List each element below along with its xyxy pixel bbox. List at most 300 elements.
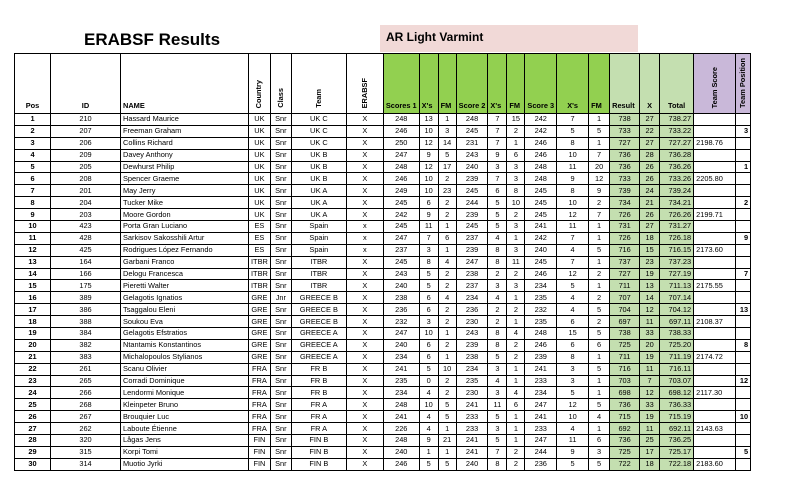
cell-erabsf: X (346, 149, 383, 161)
cell-team-position (736, 435, 751, 447)
cell-total: 734.21 (660, 197, 694, 209)
cell-score1: 240 (383, 280, 419, 292)
table-row (15, 256, 751, 268)
cell-score1: 247 (383, 232, 419, 244)
cell-score1: 236 (383, 304, 419, 316)
cell-fm3: 2 (589, 268, 610, 280)
cell-id: 209 (51, 149, 121, 161)
cell-x: 18 (640, 232, 660, 244)
cell-team-position: 10 (736, 411, 751, 423)
cell-erabsf: X (346, 304, 383, 316)
cell-erabsf: X (346, 185, 383, 197)
cell-country: ES (249, 244, 271, 256)
cell-fm3: 5 (589, 304, 610, 316)
cell-pos: 8 (15, 197, 51, 209)
cell-score2: 236 (456, 304, 488, 316)
cell-erabsf: X (346, 161, 383, 173)
cell-xs3: 5 (557, 125, 589, 137)
cell-pos: 1 (15, 114, 51, 126)
cell-erabsf: X (346, 435, 383, 447)
cell-class: Snr (270, 387, 291, 399)
cell-fm3: 1 (589, 280, 610, 292)
cell-team-score (694, 446, 736, 458)
cell-fm2: 1 (507, 137, 525, 149)
cell-total: 733.26 (660, 173, 694, 185)
cell-fm2: 2 (507, 446, 525, 458)
cell-name: Hassard Maurice (121, 114, 249, 126)
cell-team-score (694, 256, 736, 268)
cell-country: ES (249, 221, 271, 233)
cell-score3: 245 (525, 209, 557, 221)
cell-result: 716 (610, 244, 640, 256)
cell-team: UK B (291, 161, 346, 173)
cell-score2: 233 (456, 411, 488, 423)
cell-name: Gelagotis Efstratios (121, 328, 249, 340)
cell-team-position: 13 (736, 304, 751, 316)
cell-total: 736.33 (660, 399, 694, 411)
cell-fm3: 5 (589, 399, 610, 411)
cell-score3: 239 (525, 351, 557, 363)
cell-country: GRE (249, 316, 271, 328)
table-row (15, 209, 751, 221)
cell-erabsf: X (346, 125, 383, 137)
cell-xs1: 12 (419, 137, 438, 149)
cell-score2: 230 (456, 387, 488, 399)
cell-xs3: 11 (557, 221, 589, 233)
cell-xs2: 7 (488, 173, 507, 185)
cell-fm2: 11 (507, 256, 525, 268)
cell-class: Snr (270, 268, 291, 280)
cell-fm1: 4 (438, 256, 456, 268)
col-team: Team (291, 54, 346, 114)
cell-fm2: 1 (507, 363, 525, 375)
cell-team: GREECE B (291, 292, 346, 304)
cell-score1: 246 (383, 173, 419, 185)
cell-team: UK C (291, 125, 346, 137)
cell-xs1: 6 (419, 292, 438, 304)
cell-xs3: 7 (557, 256, 589, 268)
cell-fm1: 5 (438, 458, 456, 470)
cell-country: GRE (249, 304, 271, 316)
cell-pos: 21 (15, 351, 51, 363)
cell-fm2: 1 (507, 316, 525, 328)
cell-score1: 234 (383, 387, 419, 399)
cell-id: 428 (51, 232, 121, 244)
col-team-score: Team Score (694, 54, 736, 114)
cell-x: 24 (640, 185, 660, 197)
cell-name: Rodrigues López Fernando (121, 244, 249, 256)
cell-xs3: 10 (557, 197, 589, 209)
cell-xs1: 10 (419, 399, 438, 411)
col-xs1: X's (419, 54, 438, 114)
cell-fm3: 1 (589, 387, 610, 399)
cell-id: 205 (51, 161, 121, 173)
cell-team-position (736, 137, 751, 149)
cell-id: 166 (51, 268, 121, 280)
cell-country: FRA (249, 387, 271, 399)
cell-xs3: 8 (557, 137, 589, 149)
cell-class: Snr (270, 125, 291, 137)
cell-team-position: 1 (736, 161, 751, 173)
table-row (15, 339, 751, 351)
cell-xs1: 6 (419, 351, 438, 363)
cell-result: 736 (610, 161, 640, 173)
table-row (15, 399, 751, 411)
cell-team-score: 2183.60 (694, 458, 736, 470)
cell-result: 738 (610, 328, 640, 340)
cell-erabsf: X (346, 375, 383, 387)
cell-result: 715 (610, 411, 640, 423)
table-row (15, 423, 751, 435)
cell-class: Snr (270, 458, 291, 470)
cell-pos: 16 (15, 292, 51, 304)
cell-x: 12 (640, 387, 660, 399)
cell-fm2: 1 (507, 411, 525, 423)
cell-id: 388 (51, 316, 121, 328)
cell-xs2: 4 (488, 232, 507, 244)
cell-score3: 234 (525, 387, 557, 399)
cell-class: Snr (270, 328, 291, 340)
cell-class: Jnr (270, 292, 291, 304)
cell-team: FR A (291, 411, 346, 423)
cell-total: 698.12 (660, 387, 694, 399)
cell-fm3: 1 (589, 375, 610, 387)
cell-pos: 25 (15, 399, 51, 411)
cell-score1: 248 (383, 114, 419, 126)
report-title: ERABSF Results (84, 30, 221, 49)
cell-erabsf: X (346, 209, 383, 221)
cell-score3: 234 (525, 280, 557, 292)
cell-xs3: 9 (557, 446, 589, 458)
cell-class: Snr (270, 446, 291, 458)
cell-fm3: 5 (589, 328, 610, 340)
cell-result: 697 (610, 316, 640, 328)
cell-team-position (736, 209, 751, 221)
cell-xs3: 12 (557, 268, 589, 280)
cell-class: Snr (270, 114, 291, 126)
cell-score1: 247 (383, 328, 419, 340)
cell-xs2: 2 (488, 316, 507, 328)
cell-team-score: 2117.30 (694, 387, 736, 399)
cell-fm2: 1 (507, 435, 525, 447)
cell-country: GRE (249, 339, 271, 351)
cell-team-score: 2143.63 (694, 423, 736, 435)
cell-xs1: 5 (419, 458, 438, 470)
cell-x: 12 (640, 304, 660, 316)
cell-result: 711 (610, 351, 640, 363)
cell-score2: 238 (456, 268, 488, 280)
cell-team: FR A (291, 423, 346, 435)
cell-score1: 245 (383, 256, 419, 268)
col-score3: Score 3 (525, 54, 557, 114)
cell-score1: 226 (383, 423, 419, 435)
cell-name: Laboute Étienne (121, 423, 249, 435)
cell-score2: 239 (456, 244, 488, 256)
cell-class: Snr (270, 304, 291, 316)
cell-xs2: 5 (488, 221, 507, 233)
cell-fm1: 2 (438, 387, 456, 399)
cell-fm3: 5 (589, 244, 610, 256)
cell-id: 425 (51, 244, 121, 256)
cell-team: UK B (291, 173, 346, 185)
cell-id: 314 (51, 458, 121, 470)
cell-result: 711 (610, 280, 640, 292)
cell-xs1: 9 (419, 209, 438, 221)
cell-x: 22 (640, 125, 660, 137)
cell-fm1: 1 (438, 351, 456, 363)
cell-fm3: 4 (589, 411, 610, 423)
col-country: Country (249, 54, 271, 114)
cell-xs2: 8 (488, 328, 507, 340)
cell-team-score (694, 435, 736, 447)
cell-score2: 237 (456, 280, 488, 292)
cell-name: Kleinpeter Bruno (121, 399, 249, 411)
cell-xs1: 0 (419, 375, 438, 387)
cell-xs3: 10 (557, 411, 589, 423)
cell-total: 731.27 (660, 221, 694, 233)
cell-xs2: 11 (488, 399, 507, 411)
cell-team-position (736, 173, 751, 185)
cell-xs1: 8 (419, 256, 438, 268)
cell-erabsf: X (346, 387, 383, 399)
cell-name: Pieretti Walter (121, 280, 249, 292)
cell-team: GREECE B (291, 316, 346, 328)
cell-team-position (736, 221, 751, 233)
cell-name: Davey Anthony (121, 149, 249, 161)
cell-team: FR B (291, 387, 346, 399)
cell-erabsf: X (346, 114, 383, 126)
cell-country: ITBR (249, 280, 271, 292)
table-row (15, 446, 751, 458)
cell-score3: 241 (525, 363, 557, 375)
cell-score2: 241 (456, 435, 488, 447)
cell-xs2: 8 (488, 244, 507, 256)
cell-name: Sarkisov Sakosshili Artur (121, 232, 249, 244)
cell-total: 704.12 (660, 304, 694, 316)
cell-team-position (736, 363, 751, 375)
cell-id: 386 (51, 304, 121, 316)
cell-total: 725.17 (660, 446, 694, 458)
cell-team-score (694, 268, 736, 280)
col-erabsf: ERABSF (346, 54, 383, 114)
table-row (15, 173, 751, 185)
cell-xs3: 8 (557, 185, 589, 197)
cell-team: UK B (291, 149, 346, 161)
cell-name: Gelagotis Ignatios (121, 292, 249, 304)
cell-name: Lendormi Monique (121, 387, 249, 399)
cell-score3: 247 (525, 399, 557, 411)
cell-country: ITBR (249, 268, 271, 280)
cell-class: Snr (270, 280, 291, 292)
cell-team: FIN B (291, 458, 346, 470)
cell-total: 727.27 (660, 137, 694, 149)
cell-class: Snr (270, 351, 291, 363)
cell-pos: 13 (15, 256, 51, 268)
cell-x: 19 (640, 351, 660, 363)
cell-xs2: 5 (488, 435, 507, 447)
cell-erabsf: X (346, 458, 383, 470)
cell-xs1: 9 (419, 435, 438, 447)
cell-fm3: 1 (589, 114, 610, 126)
cell-fm3: 1 (589, 232, 610, 244)
cell-score2: 237 (456, 232, 488, 244)
cell-team-score (694, 339, 736, 351)
cell-fm3: 5 (589, 363, 610, 375)
table-row (15, 328, 751, 340)
cell-fm3: 7 (589, 149, 610, 161)
cell-pos: 5 (15, 161, 51, 173)
cell-total: 738.33 (660, 328, 694, 340)
cell-total: 707.14 (660, 292, 694, 304)
table-row (15, 268, 751, 280)
cell-result: 727 (610, 137, 640, 149)
cell-xs3: 11 (557, 161, 589, 173)
cell-erabsf: X (346, 268, 383, 280)
cell-result: 727 (610, 268, 640, 280)
cell-xs1: 11 (419, 221, 438, 233)
cell-erabsf: X (346, 351, 383, 363)
cell-score2: 235 (456, 375, 488, 387)
cell-result: 692 (610, 423, 640, 435)
cell-team-position (736, 328, 751, 340)
cell-pos: 2 (15, 125, 51, 137)
cell-result: 737 (610, 256, 640, 268)
cell-score1: 248 (383, 399, 419, 411)
cell-team: FR A (291, 399, 346, 411)
cell-xs2: 8 (488, 256, 507, 268)
table-row (15, 280, 751, 292)
cell-xs3: 12 (557, 399, 589, 411)
cell-score3: 246 (525, 268, 557, 280)
cell-name: Moore Gordon (121, 209, 249, 221)
cell-score2: 244 (456, 197, 488, 209)
cell-id: 207 (51, 125, 121, 137)
cell-country: ES (249, 232, 271, 244)
cell-id: 204 (51, 197, 121, 209)
cell-result: 707 (610, 292, 640, 304)
cell-country: UK (249, 125, 271, 137)
cell-score3: 242 (525, 232, 557, 244)
cell-pos: 10 (15, 221, 51, 233)
cell-id: 315 (51, 446, 121, 458)
cell-id: 201 (51, 185, 121, 197)
cell-score2: 239 (456, 339, 488, 351)
cell-score1: 245 (383, 221, 419, 233)
cell-team-position (736, 423, 751, 435)
cell-team-position: 8 (736, 339, 751, 351)
cell-fm2: 3 (507, 161, 525, 173)
col-score1: Scores 1 (383, 54, 419, 114)
table-row (15, 114, 751, 126)
table-row (15, 411, 751, 423)
cell-fm1: 23 (438, 185, 456, 197)
cell-xs1: 4 (419, 411, 438, 423)
table-row (15, 161, 751, 173)
cell-team: FIN B (291, 435, 346, 447)
cell-fm1: 2 (438, 339, 456, 351)
cell-team-score (694, 149, 736, 161)
cell-country: GRE (249, 292, 271, 304)
cell-id: 208 (51, 173, 121, 185)
cell-result: 704 (610, 304, 640, 316)
cell-id: 266 (51, 387, 121, 399)
cell-score2: 241 (456, 399, 488, 411)
cell-x: 13 (640, 280, 660, 292)
cell-xs2: 3 (488, 387, 507, 399)
cell-score1: 248 (383, 435, 419, 447)
cell-x: 27 (640, 114, 660, 126)
cell-fm1: 5 (438, 411, 456, 423)
cell-country: UK (249, 149, 271, 161)
cell-country: UK (249, 137, 271, 149)
cell-pos: 30 (15, 458, 51, 470)
cell-erabsf: X (346, 292, 383, 304)
cell-erabsf: X (346, 280, 383, 292)
cell-team-position (736, 316, 751, 328)
cell-fm2: 2 (507, 351, 525, 363)
cell-score1: 245 (383, 197, 419, 209)
cell-total: 697.11 (660, 316, 694, 328)
cell-xs3: 5 (557, 280, 589, 292)
cell-fm3: 1 (589, 256, 610, 268)
cell-fm2: 2 (507, 125, 525, 137)
cell-country: UK (249, 197, 271, 209)
cell-fm2: 4 (507, 387, 525, 399)
table-row (15, 197, 751, 209)
cell-team: GREECE A (291, 351, 346, 363)
cell-fm3: 1 (589, 351, 610, 363)
cell-erabsf: X (346, 173, 383, 185)
cell-name: Tsaggalou Eleni (121, 304, 249, 316)
cell-xs1: 3 (419, 244, 438, 256)
cell-total: 736.26 (660, 161, 694, 173)
cell-team-score (694, 161, 736, 173)
cell-xs2: 2 (488, 304, 507, 316)
cell-id: 206 (51, 137, 121, 149)
cell-fm3: 1 (589, 423, 610, 435)
cell-team-score (694, 221, 736, 233)
cell-name: Collins Richard (121, 137, 249, 149)
cell-xs1: 13 (419, 114, 438, 126)
col-score2: Score 2 (456, 54, 488, 114)
cell-class: Snr (270, 149, 291, 161)
cell-xs3: 12 (557, 209, 589, 221)
cell-fm2: 2 (507, 458, 525, 470)
cell-fm3: 2 (589, 316, 610, 328)
cell-team-position (736, 351, 751, 363)
cell-team-score (694, 114, 736, 126)
cell-id: 423 (51, 221, 121, 233)
cell-country: FRA (249, 411, 271, 423)
cell-score2: 239 (456, 209, 488, 221)
cell-xs2: 5 (488, 197, 507, 209)
cell-country: UK (249, 114, 271, 126)
cell-erabsf: x (346, 232, 383, 244)
cell-score1: 241 (383, 363, 419, 375)
cell-fm1: 6 (438, 232, 456, 244)
cell-pos: 19 (15, 328, 51, 340)
cell-result: 733 (610, 125, 640, 137)
cell-score2: 245 (456, 221, 488, 233)
cell-xs2: 3 (488, 363, 507, 375)
cell-team: ITBR (291, 256, 346, 268)
cell-fm1: 1 (438, 221, 456, 233)
cell-class: Snr (270, 411, 291, 423)
cell-result: 739 (610, 185, 640, 197)
cell-class: Snr (270, 185, 291, 197)
col-result: Result (610, 54, 640, 114)
cell-result: 726 (610, 232, 640, 244)
